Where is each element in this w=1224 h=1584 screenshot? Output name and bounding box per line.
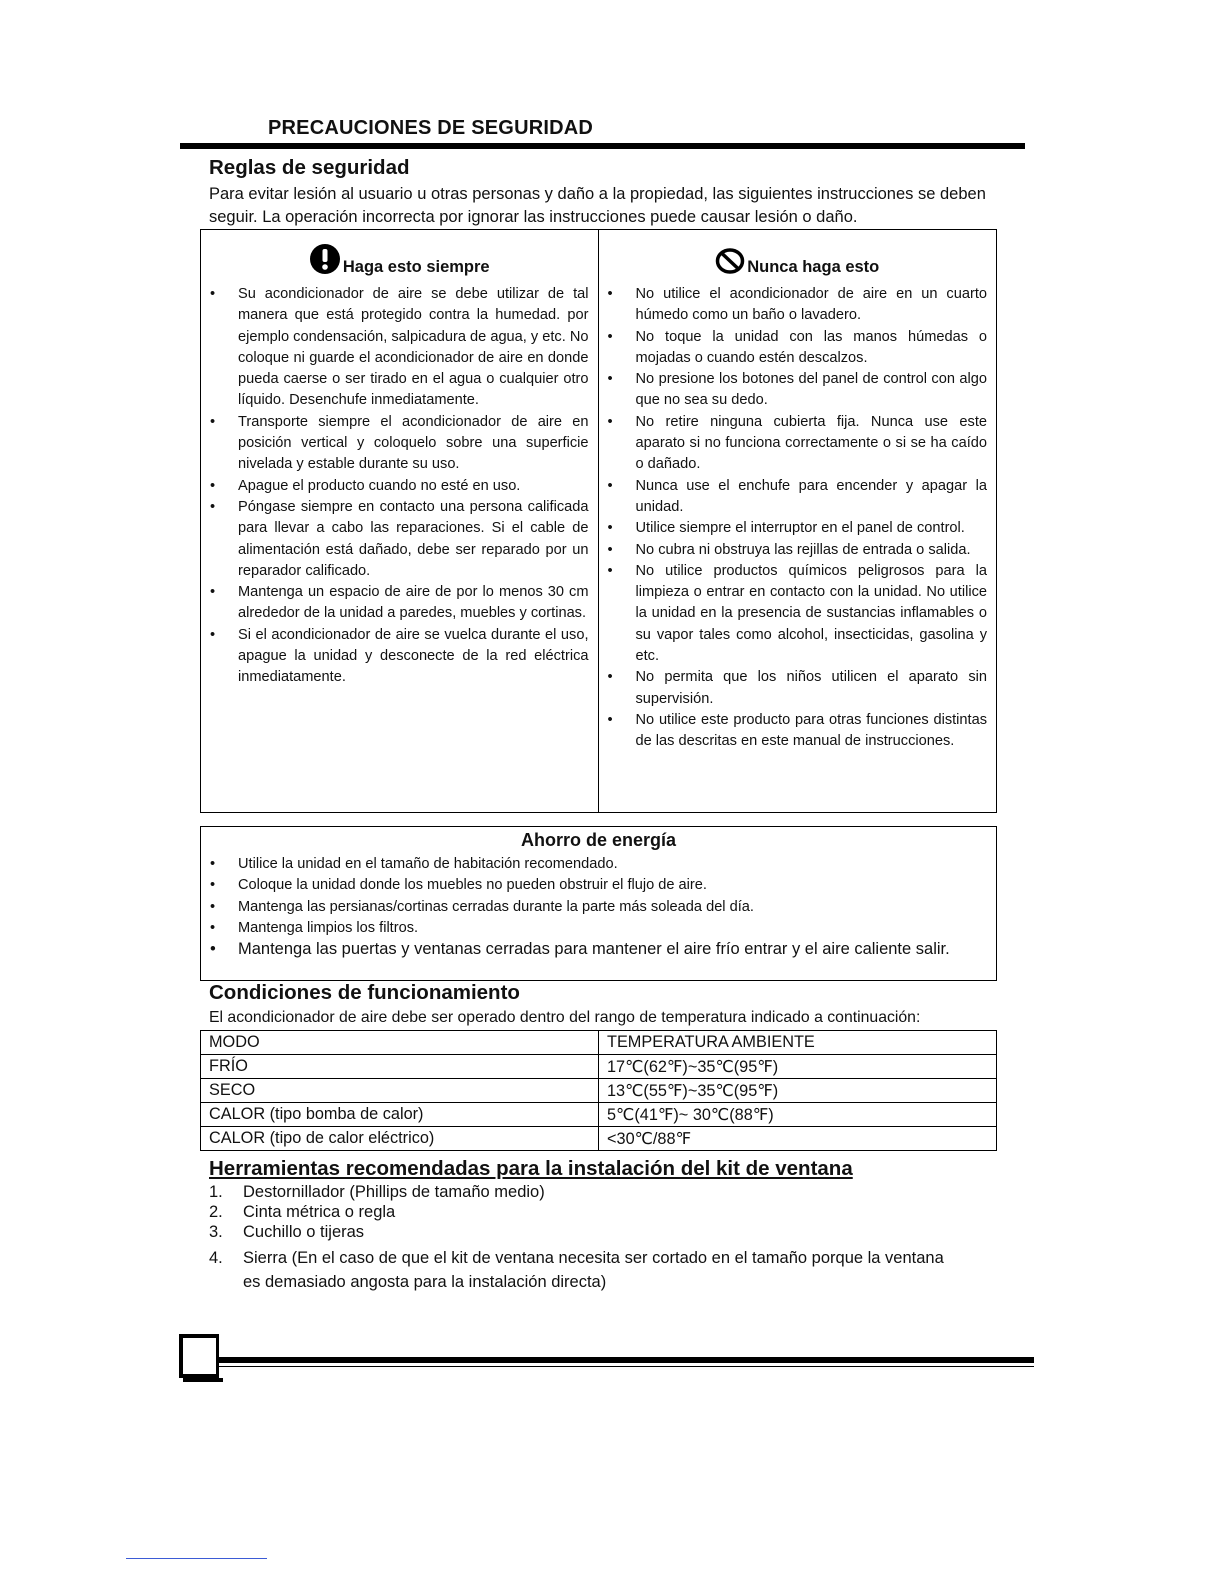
page-header-title: PRECAUCIONES DE SEGURIDAD bbox=[268, 117, 594, 139]
table-row bbox=[201, 1103, 997, 1127]
energy-saving-title: Ahorro de energía bbox=[520, 830, 677, 850]
table-cell: SECO bbox=[201, 1079, 599, 1103]
bottom-divider bbox=[126, 1558, 267, 1559]
table-cell: FRÍO bbox=[201, 1055, 599, 1079]
list-item: • Mantenga las persianas/cortinas cerradas durante la parte más soleada del día. bbox=[201, 897, 996, 918]
list-item: • Nunca use el enchufe para encender y apagar la unidad. bbox=[599, 476, 997, 519]
operating-conditions-intro: El acondicionador de aire debe ser operado dentro del rango de temperatura indicado a continuación: bbox=[209, 1009, 921, 1026]
always-list bbox=[201, 284, 598, 689]
table-header-cell: TEMPERATURA AMBIENTE bbox=[599, 1031, 997, 1055]
list-item: • Utilice siempre el interruptor en el panel de control. bbox=[599, 518, 997, 539]
table-row bbox=[201, 1127, 997, 1151]
never-list bbox=[599, 284, 997, 753]
table-cell: 17℃(62℉)~35℃(95℉) bbox=[599, 1055, 997, 1079]
list-item: • No utilice este producto para otras funciones distintas de las descritas en este manual de instrucciones. bbox=[599, 710, 997, 753]
tools-list bbox=[209, 1182, 949, 1294]
list-item: • Si el acondicionador de aire se vuelca durante el uso, apague la unidad y desconecte de la red eléctrica inmediatamente. bbox=[201, 625, 598, 689]
list-item: • No presione los botones del panel de control con algo que no sea su dedo. bbox=[599, 369, 997, 412]
list-number: 2. bbox=[209, 1203, 223, 1221]
list-number: 4. bbox=[209, 1249, 223, 1267]
list-item: • Transporte siempre el acondicionador de aire en posición vertical y coloquelo sobre una superficie nivelada y estable durante su uso. bbox=[201, 412, 598, 476]
footer-rule bbox=[219, 1357, 1034, 1363]
list-item bbox=[209, 1202, 949, 1222]
list-item bbox=[209, 1246, 949, 1294]
list-item: • Coloque la unidad donde los muebles no pueden obstruir el flujo de aire. bbox=[201, 875, 996, 896]
list-text: Sierra (En el caso de que el kit de ventana necesita ser cortado en el tamaño porque la ventana es demasiado angosta para la instalación directa) bbox=[243, 1249, 944, 1291]
list-item bbox=[209, 1182, 949, 1202]
list-item: • Mantenga las puertas y ventanas cerradas para mantener el aire frío entrar y el aire caliente salir. bbox=[201, 939, 996, 960]
temperature-table bbox=[200, 1030, 997, 1151]
list-number: 1. bbox=[209, 1183, 223, 1201]
table-cell: 13℃(55℉)~35℃(95℉) bbox=[599, 1079, 997, 1103]
list-item: • Mantenga un espacio de aire de por lo menos 30 cm alrededor de la unidad a paredes, muebles y cortinas. bbox=[201, 582, 598, 625]
safety-rules-table bbox=[200, 229, 997, 813]
table-row bbox=[201, 1079, 997, 1103]
list-text: Cinta métrica o regla bbox=[243, 1203, 396, 1221]
prohibited-icon bbox=[715, 247, 745, 275]
table-cell: CALOR (tipo de calor eléctrico) bbox=[201, 1127, 599, 1151]
list-item: • No toque la unidad con las manos húmedas o mojadas o cuando estén descalzos. bbox=[599, 327, 997, 370]
table-header-cell: MODO bbox=[201, 1031, 599, 1055]
list-item: • Póngase siempre en contacto una persona calificada para llevar a cabo las reparaciones. Si el cable de alimentación está dañado, debe ser reparado por un reparador calificado. bbox=[201, 497, 598, 582]
safety-rules-intro: Para evitar lesión al usuario u otras personas y daño a la propiedad, las siguientes instrucciones se deben seguir. La operación incorrecta por ignorar las instrucciones puede causar lesión o daño. bbox=[209, 185, 986, 226]
never-column bbox=[599, 230, 997, 812]
list-item bbox=[209, 1222, 949, 1242]
list-item: • Utilice la unidad en el tamaño de habitación recomendado. bbox=[201, 854, 996, 875]
list-item: • No cubra ni obstruya las rejillas de entrada o salida. bbox=[599, 540, 997, 561]
tools-heading: Herramientas recomendadas para la instalación del kit de ventana bbox=[209, 1157, 853, 1180]
operating-conditions-heading: Condiciones de funcionamiento bbox=[209, 981, 520, 1004]
page-number-box-shadow bbox=[183, 1378, 223, 1382]
list-item: • No retire ninguna cubierta fija. Nunca use este aparato si no funciona correctamente o si se ha caído o dañado. bbox=[599, 412, 997, 476]
never-header bbox=[599, 230, 997, 280]
always-column bbox=[201, 230, 599, 812]
table-cell: CALOR (tipo bomba de calor) bbox=[201, 1103, 599, 1127]
list-item: • No permita que los niños utilicen el aparato sin supervisión. bbox=[599, 667, 997, 710]
list-item: • Mantenga limpios los filtros. bbox=[201, 918, 996, 939]
list-text: Cuchillo o tijeras bbox=[243, 1223, 365, 1241]
never-title: Nunca haga esto bbox=[747, 258, 880, 276]
table-row bbox=[201, 1055, 997, 1079]
safety-rules-heading: Reglas de seguridad bbox=[209, 156, 410, 179]
page-number-box bbox=[179, 1334, 219, 1378]
energy-saving-box bbox=[200, 826, 997, 981]
always-header bbox=[201, 230, 598, 280]
always-title: Haga esto siempre bbox=[342, 258, 490, 276]
table-header-row bbox=[201, 1031, 997, 1055]
exclamation-icon bbox=[309, 243, 341, 275]
table-cell: 5℃(41℉)~ 30℃(88℉) bbox=[599, 1103, 997, 1127]
list-item: • Apague el producto cuando no esté en uso. bbox=[201, 476, 598, 497]
footer-rule-thin bbox=[219, 1366, 1034, 1367]
header-rule bbox=[180, 143, 1025, 149]
list-item: • No utilice el acondicionador de aire en un cuarto húmedo como un baño o lavadero. bbox=[599, 284, 997, 327]
list-text: Destornillador (Phillips de tamaño medio) bbox=[243, 1183, 545, 1201]
list-item: • Su acondicionador de aire se debe utilizar de tal manera que está protegido contra la humedad. por ejemplo condensación, salpicadura de agua, y etc. No coloque ni guarde el acondicionador de aire en donde pueda caerse o ser tirado en el agua o cualquier otro líquido. Desenchufe inmediatamente. bbox=[201, 284, 598, 412]
table-cell: <30℃/88℉ bbox=[599, 1127, 997, 1151]
list-number: 3. bbox=[209, 1223, 223, 1241]
list-item: • No utilice productos químicos peligrosos para la limpieza o entrar en contacto con la unidad. No utilice la unidad en la presencia de sustancias inflamables o su vapor tales como alcohol, insecticidas, gasolina y etc. bbox=[599, 561, 997, 667]
energy-saving-list bbox=[201, 854, 996, 960]
